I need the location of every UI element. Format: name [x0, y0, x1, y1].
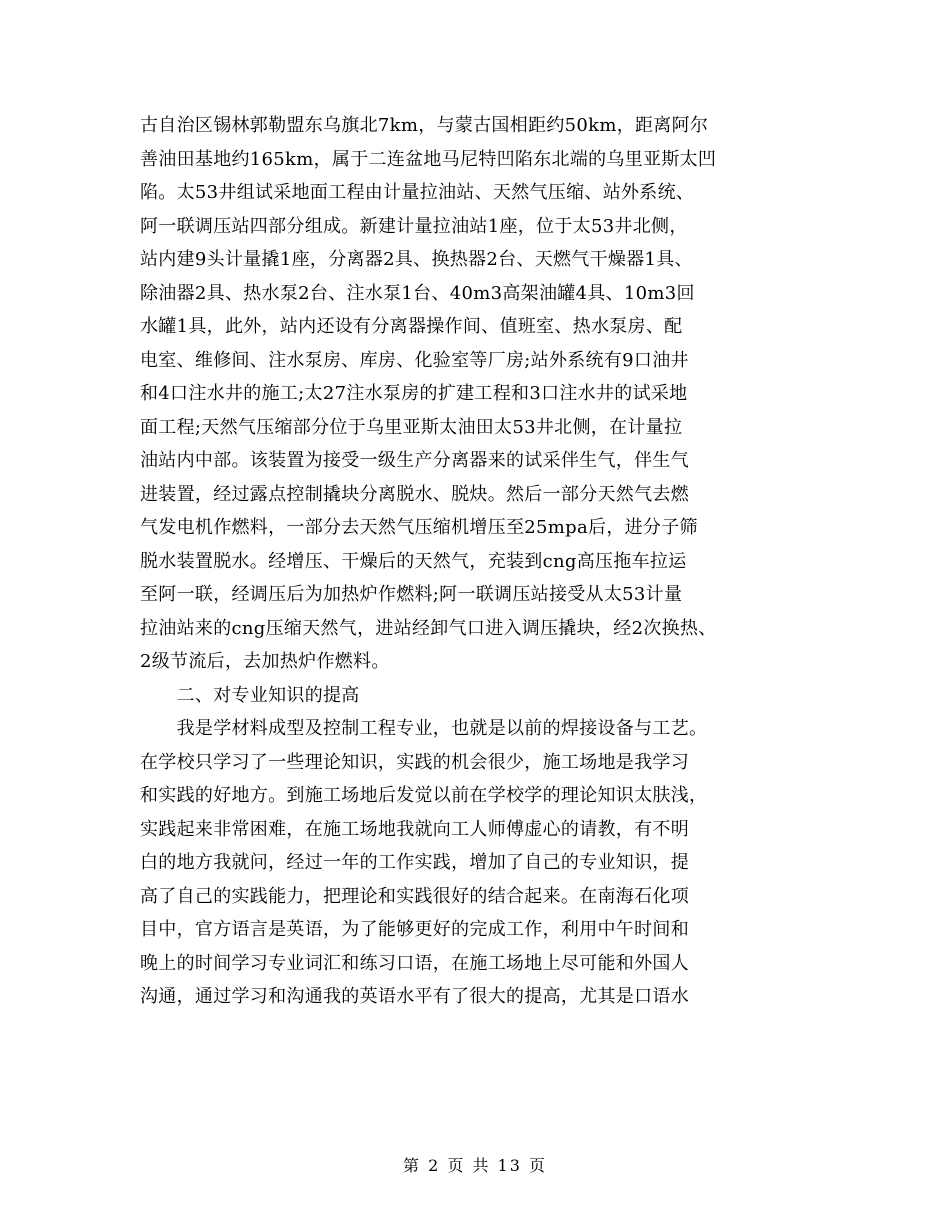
text-line: 白的地方我就问，经过一年的工作实践，增加了自己的专业知识，提 [140, 852, 689, 873]
text-line: 和4口注水井的施工;太27注水泵房的扩建工程和3口注水井的试采地 [140, 383, 688, 404]
text-line: 沟通，通过学习和沟通我的英语水平有了很大的提高，尤其是口语水 [140, 986, 689, 1007]
text-line: 油站内中部。该装置为接受一级生产分离器来的试采伴生气，伴生气 [140, 450, 689, 471]
text-line: 除油器2具、热水泵2台、注水泵1台、40m3高架油罐4具、10m3回 [140, 282, 695, 304]
text-line: 实践起来非常困难，在施工场地我就向工人师傅虚心的请教，有不明 [140, 818, 689, 840]
text-line: 目中，官方语言是英语，为了能够更好的完成工作，利用中午时间和 [140, 919, 689, 940]
text-line: 水罐1具，此外，站内还设有分离器操作间、值班室、热水泵房、配 [140, 316, 683, 337]
text-line: 我是学材料成型及控制工程专业，也就是以前的焊接设备与工艺。 [140, 718, 708, 739]
section-heading: 二、对专业知识的提高 [140, 684, 360, 706]
page-number-footer: 第 2 页 共 13 页 [403, 1156, 547, 1175]
text-line: 电室、维修间、注水泵房、库房、化验室等厂房;站外系统有9口油井 [140, 349, 689, 371]
text-line: 面工程;天然气压缩部分位于乌里亚斯太油田太53井北侧，在计量拉 [140, 416, 683, 438]
text-line: 2级节流后，去加热炉作燃料。 [140, 651, 390, 672]
text-line: 高了自己的实践能力，把理论和实践很好的结合起来。在南海石化项 [140, 885, 689, 907]
text-line: 善油田基地约165km，属于二连盆地马尼特凹陷东北端的乌里亚斯太凹 [140, 148, 717, 170]
text-line: 气发电机作燃料，一部分去天然气压缩机增压至25mpa后，进分子筛 [140, 517, 698, 538]
text-line: 阿一联调压站四部分组成。新建计量拉油站1座，位于太53井北侧， [140, 215, 688, 237]
text-line: 拉油站来的cng压缩天然气，进站经卸气口进入调压撬块，经2次换热、 [140, 617, 717, 639]
text-line: 脱水装置脱水。经增压、干燥后的天然气，充装到cng高压拖车拉运 [140, 550, 687, 572]
text-line: 站内建9头计量撬1座，分离器2具、换热器2台、天燃气干燥器1具、 [140, 249, 693, 270]
document-body [140, 109, 820, 1014]
text-line: 陷。太53井组试采地面工程由计量拉油站、天然气压缩、站外系统、 [140, 182, 695, 203]
text-line: 和实践的好地方。到施工场地后发觉以前在学校学的理论知识太肤浅， [140, 785, 708, 806]
text-line: 至阿一联，经调压后为加热炉作燃料;阿一联调压站接受从太53计量 [140, 584, 683, 605]
text-line: 古自治区锡林郭勒盟东乌旗北7km，与蒙古国相距约50km，距离阿尔 [140, 115, 709, 136]
text-line: 晚上的时间学习专业词汇和练习口语，在施工场地上尽可能和外国人 [140, 952, 689, 974]
text-line: 进装置，经过露点控制撬块分离脱水、脱炔。然后一部分天然气去燃 [140, 483, 689, 505]
text-line: 在学校只学习了一些理论知识，实践的机会很少，施工场地是我学习 [140, 751, 689, 773]
